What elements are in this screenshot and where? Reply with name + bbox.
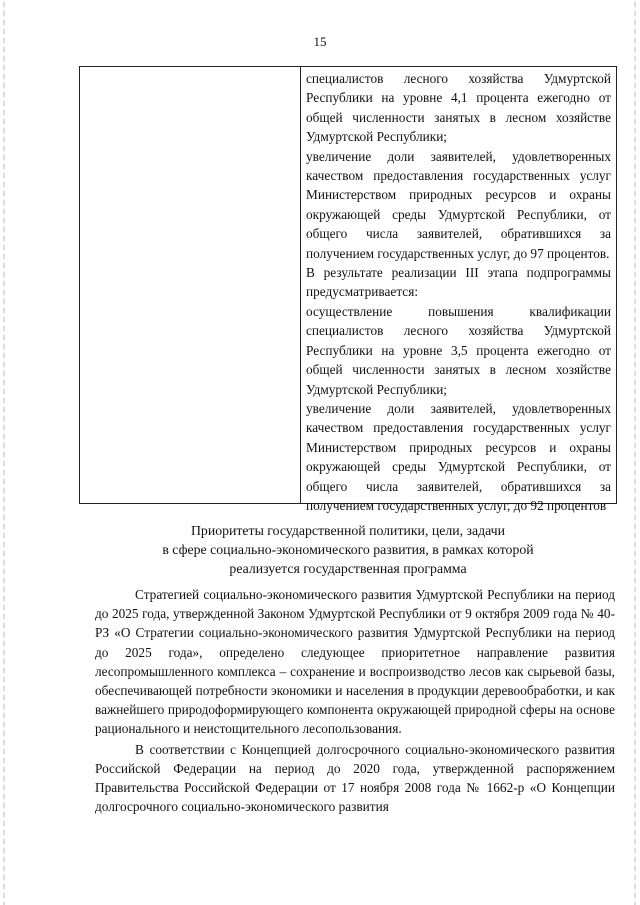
page-number: 15	[313, 34, 327, 49]
section-heading-line: в сфере социально-экономического развития, в рамках которой	[162, 542, 534, 558]
table-paragraph: увеличение доли заявителей, удовлетворенных качеством предоставления государственных услуг Министерством природных ресурсов и охраны окружающей среды Удмуртской Республики, от общего числа заявителей, обратившихся за получением государственных услуг, до 92 процентов	[306, 400, 611, 513]
table-paragraph: специалистов лесного хозяйства Удмуртской Республики на уровне 4,1 процента ежегодно от общей численности занятых в лесном хозяйстве Удмуртской Республики;	[306, 71, 611, 145]
body-paragraph: В соответствии с Концепцией долгосрочного социально-экономического развития Российской Федерации на период до 2020 года, утвержденной распоряжением Правительства Российской Федерации от 17 ноября 2008 года № 1662-р «О Концепции долгосрочного социально-экономического развития	[95, 741, 615, 815]
table-right-cell	[306, 69, 611, 515]
table-paragraph: В результате реализации III этапа подпрограммы предусматривается:	[306, 265, 611, 300]
section-heading-line: реализуется государственная программа	[229, 561, 467, 577]
table-column-divider	[300, 67, 301, 503]
body-paragraph: Стратегией социально-экономического развития Удмуртской Республики на период до 2025 года, утвержденной Законом Удмуртской Республики от 9 октября 2009 года № 40-РЗ «О Стратегии социально-экономического развития Удмуртской Республики на период до 2025 года», определено следующее приоритетное направление развития лесопромышленного комплекса – сохранение и воспроизводство лесов как сырьевой базы, обеспечивающей потребности экономики и населения в продукции деревообработки, и как важнейшего природоформирующего компонента окружающей природной сферы на основе рационального и неистощительного лесопользования.	[95, 587, 615, 737]
scan-edge-right	[634, 0, 636, 905]
table-paragraph: осуществление повышения квалификации специалистов лесного хозяйства Удмуртской Республики на уровне 3,5 процента ежегодно от общей численности занятых в лесном хозяйстве Удмуртской Республики;	[306, 303, 611, 397]
section-heading-line: Приоритеты государственной политики, цели, задачи	[190, 523, 506, 538]
section-body	[95, 585, 615, 817]
subprogram-table	[79, 66, 617, 513]
section-heading	[80, 521, 616, 579]
scan-edge-left	[3, 0, 5, 905]
table-paragraph: увеличение доли заявителей, удовлетворенных качеством предоставления государственных услуг Министерством природных ресурсов и охраны окружающей среды Удмуртской Республики, от общего числа заявителей, обратившихся за получением государственных услуг, до 97 процентов.	[306, 148, 611, 261]
